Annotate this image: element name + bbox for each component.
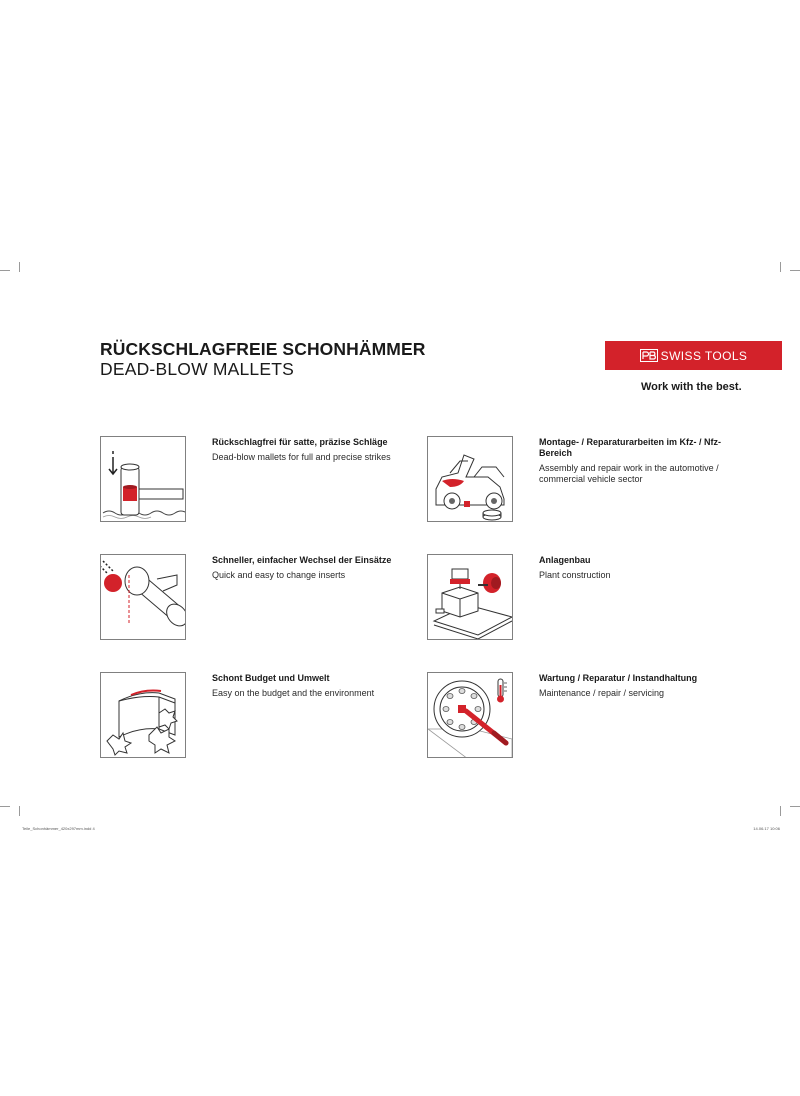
feature-title: Schont Budget und Umwelt xyxy=(212,673,330,683)
pb-logo-mark-icon xyxy=(640,349,658,362)
tagline: Work with the best. xyxy=(641,381,742,393)
car-repair-icon xyxy=(427,436,513,522)
feature-title: Schneller, einfacher Wechsel der Einsätze xyxy=(212,555,392,565)
crop-mark xyxy=(790,270,800,271)
crop-mark xyxy=(19,262,20,272)
logo-text: SWISS TOOLS xyxy=(660,348,748,363)
pb-swiss-tools-logo xyxy=(605,341,782,370)
feature-title: Wartung / Reparatur / Instandhaltung xyxy=(539,673,698,683)
print-slug-left: Teile_Schonhämmer_420x297mm.indd 4 xyxy=(22,826,95,831)
crop-mark xyxy=(780,806,781,816)
feature-text: Easy on the budget and the environment xyxy=(212,688,375,698)
feature-item xyxy=(427,554,727,640)
feature-item xyxy=(100,672,400,758)
crop-mark xyxy=(780,262,781,272)
feature-text: Dead-blow mallets for full and precise strikes xyxy=(212,452,391,462)
feature-item xyxy=(427,436,727,522)
page-subtitle: DEAD-BLOW MALLETS xyxy=(100,359,294,379)
maintenance-icon xyxy=(427,672,513,758)
page-title: RÜCKSCHLAGFREIE SCHONHÄMMER xyxy=(100,339,426,359)
feature-title: Rückschlagfrei für satte, präzise Schläge xyxy=(212,437,388,447)
feature-text: Assembly and repair work in the automotive / commercial vehicle sector xyxy=(539,463,719,484)
crop-mark xyxy=(19,806,20,816)
print-slug-right: 14.06.17 10:06 xyxy=(753,826,780,831)
crop-mark xyxy=(0,806,10,807)
feature-item xyxy=(427,672,727,758)
feature-title: Montage- / Reparaturarbeiten im Kfz- / Nfz-Bereich xyxy=(539,437,722,458)
feature-title: Anlagenbau xyxy=(539,555,591,565)
feature-text: Plant construction xyxy=(539,570,611,580)
crop-mark xyxy=(790,806,800,807)
feature-text: Maintenance / repair / servicing xyxy=(539,688,665,698)
feature-item xyxy=(100,554,400,640)
crop-mark xyxy=(0,270,10,271)
mallet-strike-icon xyxy=(100,436,186,522)
insert-change-icon xyxy=(100,554,186,640)
feature-text: Quick and easy to change inserts xyxy=(212,570,346,580)
plant-construction-icon xyxy=(427,554,513,640)
feature-item xyxy=(100,436,400,522)
wallet-leaves-icon xyxy=(100,672,186,758)
